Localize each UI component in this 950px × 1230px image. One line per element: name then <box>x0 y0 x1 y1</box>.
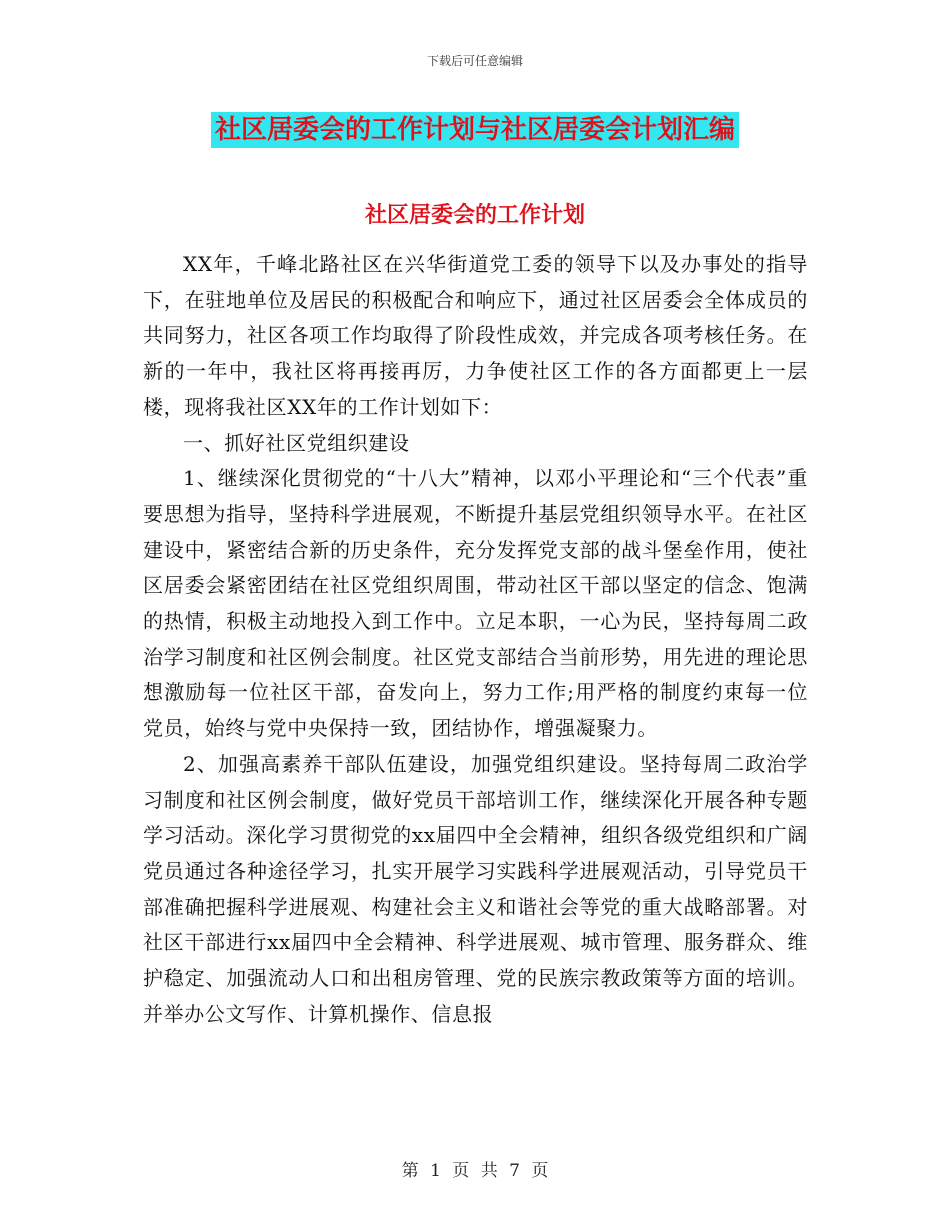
paragraph-intro: XX年，千峰北路社区在兴华街道党工委的领导下以及办事处的指导下，在驻地单位及居民的积极配合和响应下，通过社区居委会全体成员的共同努力，社区各项工作均取得了阶段性成效，并完成各项考核任务。在新的一年中，我社区将再接再厉，力争使社区工作的各方面都更上一层楼，现将我社区XX年的工作计划如下： <box>143 252 808 419</box>
header-note: 下载后可任意编辑 <box>426 54 523 68</box>
body-text <box>143 247 808 1032</box>
paragraph-item-1: 1、继续深化贯彻党的“十八大”精神，以邓小平理论和“三个代表”重要思想为指导，坚持科学进展观，不断提升基层党组织领导水平。在社区建设中，紧密结合新的历史条件，充分发挥党支部的战斗堡垒作用，使社区居委会紧密团结在社区党组织周围，带动社区干部以坚定的信念、饱满的热情，积极主动地投入到工作中。立足本职，一心为民，坚持每周二政治学习制度和社区例会制度。社区党支部结合当前形势，用先进的理论思想激励每一位社区干部，奋发向上，努力工作;用严格的制度约束每一位党员，始终与党中央保持一致，团结协作，增强凝聚力。 <box>143 466 808 741</box>
paragraph-heading-1: 一、抓好社区党组织建设 <box>183 430 410 455</box>
page-footer: 第 1 页 共 7 页 <box>401 1161 549 1181</box>
document-title-text: 社区居委会的工作计划与社区居委会计划汇编 <box>211 112 739 148</box>
section-title: 社区居委会的工作计划 <box>364 203 585 228</box>
document-title <box>0 112 950 148</box>
paragraph-item-2: 2、加强高素养干部队伍建设，加强党组织建设。坚持每周二政治学习制度和社区例会制度，做好党员干部培训工作，继续深化开展各种专题学习活动。深化学习贯彻党的xx届四中全会精神，组织各级党组织和广阔党员通过各种途径学习，扎实开展学习实践科学进展观活动，引导党员干部准确把握科学进展观、构建社会主义和谐社会等党的重大战略部署。对社区干部进行xx届四中全会精神、科学进展观、城市管理、服务群众、维护稳定、加强流动人口和出租房管理、党的民族宗教政策等方面的培训。并举办公文写作、计算机操作、信息报 <box>143 751 808 1026</box>
